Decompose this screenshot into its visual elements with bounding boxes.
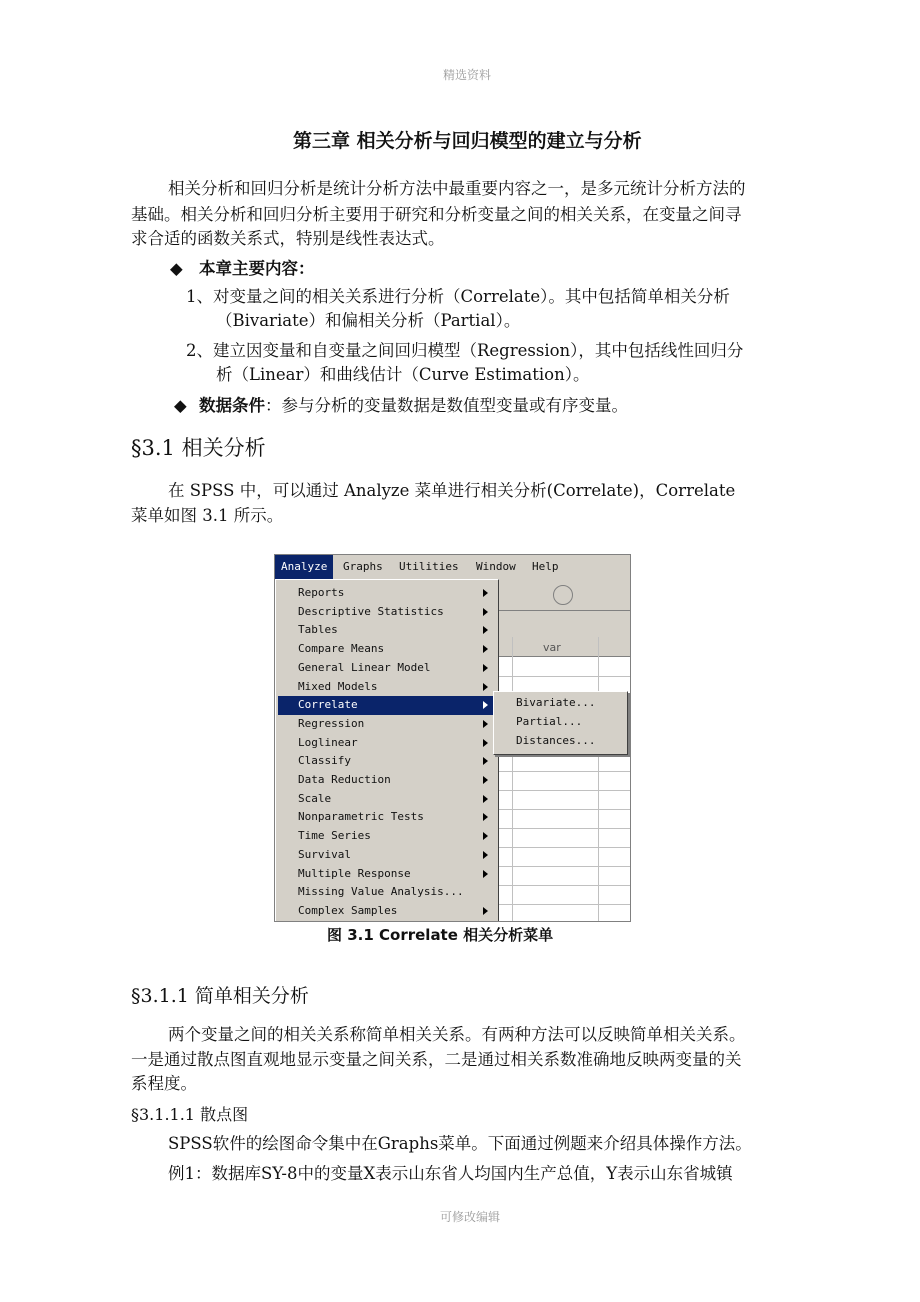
menu-item-label: Missing Value Analysis... xyxy=(298,885,464,899)
correlate-submenu xyxy=(493,691,628,755)
menubar xyxy=(275,555,631,579)
menu-graphs[interactable]: Graphs xyxy=(343,560,383,573)
submenu-arrow-icon xyxy=(483,608,488,616)
submenu-arrow-icon xyxy=(483,813,488,821)
submenu-arrow-icon xyxy=(483,683,488,691)
intro-line-2: 基础。相关分析和回归分析主要用于研究和分析变量之间的相关关系，在变量之间寻 xyxy=(131,205,742,224)
main-content-heading: 本章主要内容： xyxy=(199,259,315,278)
content-item-1-line-1: 1、对变量之间的相关关系进行分析（Correlate）。其中包括简单相关分析 xyxy=(186,287,730,306)
menu-item[interactable] xyxy=(278,790,496,809)
menu-item[interactable] xyxy=(278,584,496,603)
menu-item-label: Scale xyxy=(298,791,332,805)
content-item-2-line-2: 析（Linear）和曲线估计（Curve Estimation）。 xyxy=(216,365,590,384)
menu-item[interactable] xyxy=(278,827,496,846)
menu-analyze[interactable]: Analyze xyxy=(275,555,333,579)
menu-utilities[interactable]: Utilities xyxy=(399,560,459,573)
menu-item[interactable] xyxy=(278,752,496,771)
header-note: 精选资料 xyxy=(443,68,492,82)
menu-item-label: Complex Samples xyxy=(298,903,398,917)
data-condition-bullet: ◆ xyxy=(174,396,187,415)
footer-note: 可修改编辑 xyxy=(440,1210,501,1224)
content-item-1-line-2: （Bivariate）和偏相关分析（Partial）。 xyxy=(216,311,521,330)
column-header-var[interactable]: var xyxy=(543,641,561,654)
submenu-arrow-icon xyxy=(483,645,488,653)
menu-item-label: Classify xyxy=(298,754,351,768)
submenu-item-distances[interactable]: Distances... xyxy=(516,734,596,747)
menu-item[interactable] xyxy=(278,734,496,753)
data-condition-text: ：参与分析的变量数据是数值型变量或有序变量。 xyxy=(265,396,628,415)
main-content-bullet: ◆ xyxy=(170,259,183,278)
section-3-1-1-text-1: 两个变量之间的相关关系称简单相关关系。有两种方法可以反映简单相关关系。 xyxy=(168,1025,746,1044)
chapter-title: 第三章 相关分析与回归模型的建立与分析 xyxy=(293,130,642,152)
menu-item[interactable] xyxy=(278,640,496,659)
section-3-1-1-text-3: 系程度。 xyxy=(131,1074,197,1093)
menu-item-label: Data Reduction xyxy=(298,773,391,786)
submenu-arrow-icon xyxy=(483,870,488,878)
section-3-1-heading: §3.1 相关分析 xyxy=(131,436,266,460)
content-item-2-line-1: 2、建立因变量和自变量之间回归模型（Regression），其中包括线性回归分 xyxy=(186,341,744,360)
menu-item[interactable] xyxy=(278,678,496,697)
menu-item[interactable] xyxy=(278,715,496,734)
menu-item-label: Descriptive Statistics xyxy=(298,604,444,618)
data-condition-label: 数据条件 xyxy=(199,396,265,415)
analyze-menu xyxy=(275,579,499,922)
submenu-item-bivariate[interactable]: Bivariate... xyxy=(516,696,596,709)
submenu-arrow-icon xyxy=(483,832,488,840)
menu-item-label: Mixed Models xyxy=(298,679,378,693)
submenu-arrow-icon xyxy=(483,664,488,672)
menu-item-label: Reports xyxy=(298,586,345,599)
menu-item-label: Multiple Response xyxy=(298,866,411,880)
submenu-arrow-icon xyxy=(483,720,488,728)
menu-item-label: Correlate xyxy=(298,698,358,712)
menu-item[interactable] xyxy=(278,771,496,790)
submenu-arrow-icon xyxy=(483,739,488,747)
submenu-arrow-icon xyxy=(483,795,488,803)
intro-line-1: 相关分析和回归分析是统计分析方法中最重要内容之一，是多元统计分析方法的 xyxy=(168,179,746,198)
intro-line-3: 求合适的函数关系式，特别是线性表达式。 xyxy=(131,229,445,248)
menu-item-label: Regression xyxy=(298,716,365,730)
menu-window[interactable]: Window xyxy=(476,560,516,573)
menu-item[interactable] xyxy=(278,603,496,622)
menu-item[interactable] xyxy=(278,865,496,884)
menu-item-label: Survival xyxy=(298,847,351,861)
menu-item[interactable] xyxy=(278,846,496,865)
data-condition xyxy=(199,393,628,419)
spss-screenshot xyxy=(274,554,631,922)
menu-item[interactable] xyxy=(278,808,496,827)
menu-item[interactable] xyxy=(278,659,496,678)
menu-help[interactable]: Help xyxy=(532,560,559,573)
menu-item[interactable] xyxy=(278,621,496,640)
submenu-arrow-icon xyxy=(483,907,488,915)
section-3-1-1-1-line-1: SPSS软件的绘图命令集中在Graphs菜单。下面通过例题来介绍具体操作方法。 xyxy=(168,1134,752,1153)
submenu-arrow-icon xyxy=(483,626,488,634)
figure-caption: 图 3.1 Correlate 相关分析菜单 xyxy=(327,926,554,944)
submenu-item-partial[interactable]: Partial... xyxy=(516,715,583,728)
menu-item-label: Tables xyxy=(298,623,338,637)
section-3-1-1-1-line-2: 例1：数据库SY-8中的变量X表示山东省人均国内生产总值，Y表示山东省城镇 xyxy=(168,1164,733,1183)
menu-item-label: General Linear Model xyxy=(298,660,431,674)
submenu-arrow-icon xyxy=(483,701,488,709)
menu-item[interactable] xyxy=(278,696,496,715)
toolbar-button-icon[interactable] xyxy=(553,585,573,605)
section-3-1-text-1: 在 SPSS 中，可以通过 Analyze 菜单进行相关分析(Correlate)，Correlate xyxy=(168,481,736,500)
menu-item-label: Compare Means xyxy=(298,642,385,656)
submenu-arrow-icon xyxy=(483,589,488,597)
menu-item-label: Nonparametric Tests xyxy=(298,810,424,824)
submenu-arrow-icon xyxy=(483,851,488,859)
section-3-1-1-1-heading: §3.1.1.1 散点图 xyxy=(131,1105,249,1124)
section-3-1-1-heading: §3.1.1 简单相关分析 xyxy=(131,985,309,1007)
section-3-1-text-2: 菜单如图 3.1 所示。 xyxy=(131,506,284,525)
menu-item-label: Time Series xyxy=(298,829,371,843)
menu-item-label: Loglinear xyxy=(298,735,358,749)
submenu-arrow-icon xyxy=(483,757,488,765)
submenu-arrow-icon xyxy=(483,776,488,784)
menu-item[interactable] xyxy=(278,883,496,902)
section-3-1-1-text-2: 一是通过散点图直观地显示变量之间关系，二是通过相关系数准确地反映两变量的关 xyxy=(131,1050,742,1069)
menu-item[interactable] xyxy=(278,902,496,921)
